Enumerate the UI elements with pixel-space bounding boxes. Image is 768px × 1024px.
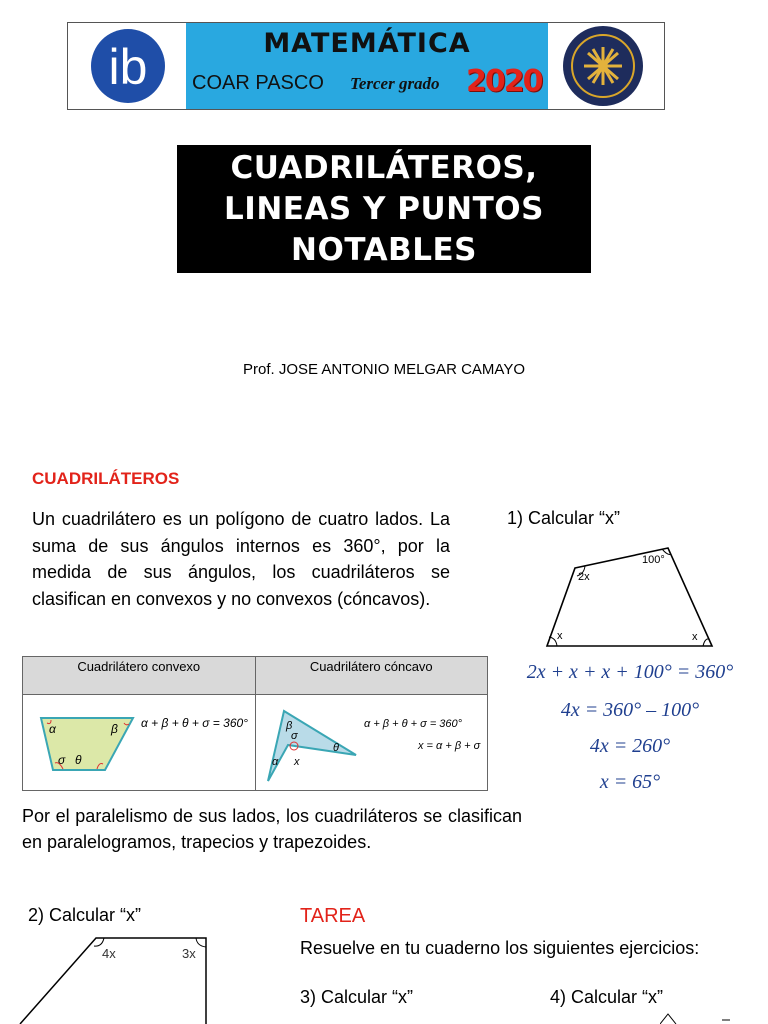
ib-logo (68, 23, 186, 109)
convex-cell (23, 695, 256, 791)
subject-title: MATEMÁTICA (263, 28, 471, 59)
problem1-figure (540, 540, 720, 652)
problem4-label: 4) Calcular “x” (550, 987, 664, 1007)
solution-line: x = 65° (599, 771, 661, 793)
intro-paragraph: Un cuadrilátero es un polígono de cuatro lados. La suma de sus ángulos internos es 360°, por la medida de sus ángulos, los cuadriláteros se clasifican en convexos y no convexos (cóncavos). (32, 509, 450, 609)
year-label: 2020 (466, 64, 542, 99)
problem4-figure-partial (660, 1010, 740, 1024)
concave-formula: x = α + β + σ (417, 740, 480, 752)
problem2-label: 2) Calcular “x” (28, 905, 142, 925)
angle-label: α (49, 722, 56, 736)
main-title-line: NOTABLES (291, 232, 477, 268)
angle-label: 2x (578, 571, 590, 583)
angle-label: α (271, 756, 278, 768)
problem1-label: 1) Calcular “x” (507, 508, 621, 528)
section-heading: CUADRILÁTEROS (32, 469, 180, 488)
main-title (177, 148, 591, 271)
author: Prof. JOSE ANTONIO MELGAR CAMAYO (242, 361, 525, 378)
angle-label: x (692, 631, 698, 643)
grade-label: Tercer grado (350, 74, 440, 93)
solution-line: 2x + x + x + 100° = 360° (526, 661, 734, 683)
angle-label: σ (290, 730, 298, 742)
solution-line: 4x = 360° – 100° (560, 699, 700, 721)
tarea-heading: TAREA (300, 905, 366, 927)
convex-formula: α + β + θ + σ = 360° (141, 716, 248, 730)
problem3-label: 3) Calcular “x” (300, 987, 414, 1007)
angle-label: 4x (102, 946, 116, 961)
concave-formula: α + β + θ + σ = 360° (363, 718, 462, 730)
convex-figure (23, 695, 257, 790)
main-title-line: LINEAS Y PUNTOS (224, 191, 544, 227)
coar-seal-icon (548, 23, 664, 109)
parallelism-paragraph: Por el paralelismo de sus lados, los cuadriláteros se clasifican en paralelogramos, trapecios y trapezoides. (22, 806, 522, 852)
angle-label: 100° (642, 554, 665, 566)
school-name: COAR PASCO (192, 72, 324, 94)
angle-label: x (293, 756, 299, 768)
angle-label: σ (58, 753, 66, 767)
concave-figure (256, 695, 486, 790)
angle-label: x (557, 630, 563, 642)
table-header: Cuadrilátero cóncavo (255, 657, 488, 695)
problem2-figure (10, 934, 220, 1024)
solution-line: 4x = 260° (589, 735, 671, 757)
quadrilateral-table (22, 656, 488, 791)
angle-label: θ (75, 753, 82, 767)
angle-label: β (111, 722, 118, 736)
angle-label: β (285, 720, 292, 732)
main-title-line: CUADRILÁTEROS, (230, 150, 538, 186)
table-header: Cuadrilátero convexo (23, 657, 256, 695)
angle-label: θ (332, 742, 339, 754)
concave-cell (255, 695, 488, 791)
ib-logo-text: ib (108, 39, 148, 95)
angle-label: 3x (182, 946, 196, 961)
tarea-instruction: Resuelve en tu cuaderno los siguientes ejercicios: (300, 938, 700, 958)
